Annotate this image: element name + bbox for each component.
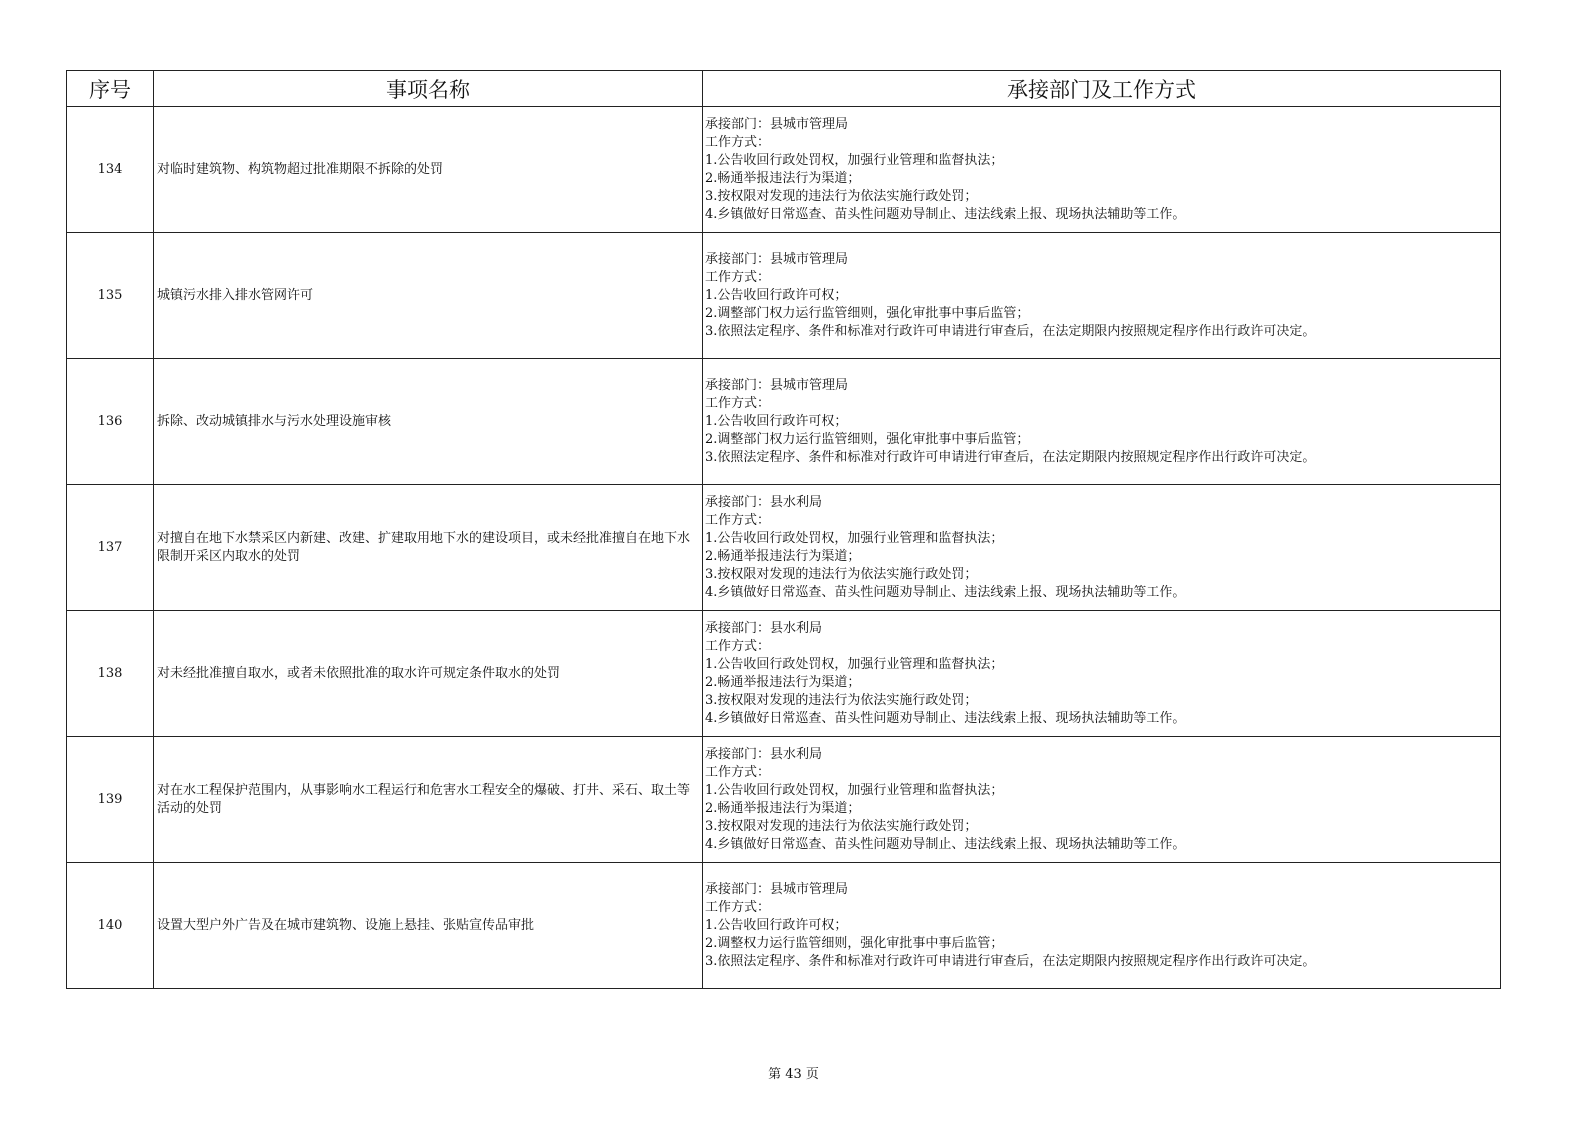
table-row bbox=[67, 485, 1501, 611]
document-table-container bbox=[66, 70, 1500, 989]
method-step-line: 3.按权限对发现的违法行为依法实施行政处罚； bbox=[705, 566, 978, 582]
row-department-method bbox=[703, 737, 1501, 863]
method-step-line: 4.乡镇做好日常巡查、苗头性问题劝导制止、违法线索上报、现场执法辅助等工作。 bbox=[705, 584, 1186, 600]
method-step-line: 4.乡镇做好日常巡查、苗头性问题劝导制止、违法线索上报、现场执法辅助等工作。 bbox=[705, 836, 1186, 852]
method-heading-line: 工作方式： bbox=[705, 638, 771, 654]
row-department-method bbox=[703, 611, 1501, 737]
department-line: 承接部门：县城市管理局 bbox=[705, 116, 849, 132]
row-seq-number: 140 bbox=[67, 863, 154, 989]
method-step-line: 2.畅通举报违法行为渠道； bbox=[705, 548, 861, 564]
method-step-line: 4.乡镇做好日常巡查、苗头性问题劝导制止、违法线索上报、现场执法辅助等工作。 bbox=[705, 710, 1186, 726]
table-row bbox=[67, 737, 1501, 863]
row-item-name: 设置大型户外广告及在城市建筑物、设施上悬挂、张贴宣传品审批 bbox=[154, 863, 703, 989]
row-seq-number: 137 bbox=[67, 485, 154, 611]
department-line: 承接部门：县城市管理局 bbox=[705, 881, 849, 897]
items-table bbox=[66, 70, 1501, 989]
row-item-name: 对临时建筑物、构筑物超过批准期限不拆除的处罚 bbox=[154, 107, 703, 233]
row-item-name: 拆除、改动城镇排水与污水处理设施审核 bbox=[154, 359, 703, 485]
method-step-line: 1.公告收回行政许可权； bbox=[705, 413, 848, 429]
method-heading-line: 工作方式： bbox=[705, 899, 771, 915]
method-step-line: 3.按权限对发现的违法行为依法实施行政处罚； bbox=[705, 692, 978, 708]
row-seq-number: 138 bbox=[67, 611, 154, 737]
row-item-name: 对未经批准擅自取水，或者未依照批准的取水许可规定条件取水的处罚 bbox=[154, 611, 703, 737]
row-seq-number: 135 bbox=[67, 233, 154, 359]
method-step-line: 1.公告收回行政处罚权，加强行业管理和监督执法； bbox=[705, 656, 1004, 672]
row-department-method bbox=[703, 359, 1501, 485]
method-step-line: 1.公告收回行政处罚权，加强行业管理和监督执法； bbox=[705, 782, 1004, 798]
method-step-line: 2.畅通举报违法行为渠道； bbox=[705, 170, 861, 186]
department-line: 承接部门：县水利局 bbox=[705, 494, 823, 510]
header-department-method: 承接部门及工作方式 bbox=[703, 71, 1501, 107]
row-item-name: 对在水工程保护范围内，从事影响水工程运行和危害水工程安全的爆破、打井、采石、取土等活动的处罚 bbox=[154, 737, 703, 863]
department-line: 承接部门：县水利局 bbox=[705, 746, 823, 762]
page-number: 第 43 页 bbox=[768, 1067, 819, 1082]
department-line: 承接部门：县城市管理局 bbox=[705, 377, 849, 393]
row-department-method bbox=[703, 233, 1501, 359]
method-step-line: 2.调整部门权力运行监管细则，强化审批事中事后监管； bbox=[705, 431, 1030, 447]
method-step-line: 3.按权限对发现的违法行为依法实施行政处罚； bbox=[705, 188, 978, 204]
method-step-line: 2.调整部门权力运行监管细则，强化审批事中事后监管； bbox=[705, 305, 1030, 321]
department-line: 承接部门：县水利局 bbox=[705, 620, 823, 636]
method-step-line: 3.按权限对发现的违法行为依法实施行政处罚； bbox=[705, 818, 978, 834]
table-row bbox=[67, 611, 1501, 737]
row-department-method bbox=[703, 485, 1501, 611]
header-seq: 序号 bbox=[67, 71, 154, 107]
method-heading-line: 工作方式： bbox=[705, 134, 771, 150]
table-row bbox=[67, 863, 1501, 989]
method-step-line: 3.依照法定程序、条件和标准对行政许可申请进行审查后，在法定期限内按照规定程序作出行政许可决定。 bbox=[705, 449, 1316, 465]
method-step-line: 2.畅通举报违法行为渠道； bbox=[705, 674, 861, 690]
table-header-row bbox=[67, 71, 1501, 107]
table-body bbox=[67, 107, 1501, 989]
method-step-line: 2.畅通举报违法行为渠道； bbox=[705, 800, 861, 816]
method-heading-line: 工作方式： bbox=[705, 764, 771, 780]
row-seq-number: 139 bbox=[67, 737, 154, 863]
method-heading-line: 工作方式： bbox=[705, 395, 771, 411]
row-department-method bbox=[703, 863, 1501, 989]
method-heading-line: 工作方式： bbox=[705, 512, 771, 528]
method-step-line: 2.调整权力运行监管细则，强化审批事中事后监管； bbox=[705, 935, 1004, 951]
method-step-line: 1.公告收回行政处罚权，加强行业管理和监督执法； bbox=[705, 152, 1004, 168]
row-item-name: 对擅自在地下水禁采区内新建、改建、扩建取用地下水的建设项目，或未经批准擅自在地下水限制开采区内取水的处罚 bbox=[154, 485, 703, 611]
method-heading-line: 工作方式： bbox=[705, 269, 771, 285]
method-step-line: 1.公告收回行政许可权； bbox=[705, 287, 848, 303]
row-department-method bbox=[703, 107, 1501, 233]
table-row bbox=[67, 233, 1501, 359]
table-row bbox=[67, 107, 1501, 233]
header-item-name: 事项名称 bbox=[154, 71, 703, 107]
row-item-name: 城镇污水排入排水管网许可 bbox=[154, 233, 703, 359]
department-line: 承接部门：县城市管理局 bbox=[705, 251, 849, 267]
row-seq-number: 136 bbox=[67, 359, 154, 485]
method-step-line: 1.公告收回行政处罚权，加强行业管理和监督执法； bbox=[705, 530, 1004, 546]
table-row bbox=[67, 359, 1501, 485]
method-step-line: 1.公告收回行政许可权； bbox=[705, 917, 848, 933]
method-step-line: 4.乡镇做好日常巡查、苗头性问题劝导制止、违法线索上报、现场执法辅助等工作。 bbox=[705, 206, 1186, 222]
method-step-line: 3.依照法定程序、条件和标准对行政许可申请进行审查后，在法定期限内按照规定程序作出行政许可决定。 bbox=[705, 953, 1316, 969]
method-step-line: 3.依照法定程序、条件和标准对行政许可申请进行审查后，在法定期限内按照规定程序作出行政许可决定。 bbox=[705, 323, 1316, 339]
row-seq-number: 134 bbox=[67, 107, 154, 233]
